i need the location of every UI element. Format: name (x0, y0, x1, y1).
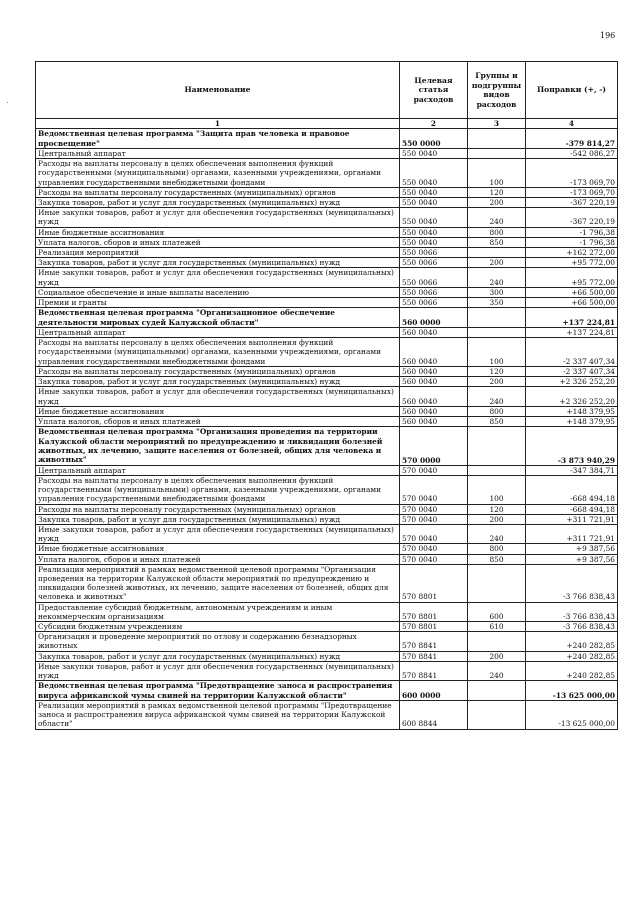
row-amount: -3 766 838,43 (526, 602, 618, 621)
table-row (36, 621, 618, 631)
table-row (36, 602, 618, 621)
column-number-row (36, 119, 618, 129)
row-name: Центральный аппарат (36, 149, 400, 159)
row-name: Социальное обеспечение и иные выплаты населению (36, 287, 400, 297)
row-code: 550 0066 (400, 268, 468, 287)
row-group: 800 (468, 406, 526, 416)
row-amount: -1 796,38 (526, 237, 618, 247)
row-group: 120 (468, 504, 526, 514)
row-name: Иные закупки товаров, работ и услуг для обеспечения государственных (муниципальных) нужд (36, 661, 400, 680)
row-name: Расходы на выплаты персоналу государственных (муниципальных) органов (36, 187, 400, 197)
row-name: Иные бюджетные ассигнования (36, 544, 400, 554)
page-mark: . (6, 96, 9, 105)
row-amount: +95 772,00 (526, 258, 618, 268)
header-name: Наименование (36, 62, 400, 119)
row-amount: -173 069,70 (526, 187, 618, 197)
row-group: 200 (468, 198, 526, 208)
row-code: 550 0066 (400, 258, 468, 268)
row-name: Реализация мероприятий (36, 248, 400, 258)
row-name: Закупка товаров, работ и услуг для государственных (муниципальных) нужд (36, 198, 400, 208)
header-code: Целевая статья расходов (400, 62, 468, 119)
row-code: 570 8801 (400, 564, 468, 602)
row-name: Иные закупки товаров, работ и услуг для обеспечения государственных (муниципальных) нужд (36, 524, 400, 543)
row-amount: -668 494,18 (526, 475, 618, 504)
row-name: Ведомственная целевая программа "Организационное обеспечение деятельности мировых судей Калужской области" (36, 308, 400, 328)
row-group: 610 (468, 621, 526, 631)
table-row (36, 387, 618, 406)
row-amount: +162 272,00 (526, 248, 618, 258)
row-group: 850 (468, 237, 526, 247)
column-number: 3 (468, 119, 526, 129)
row-name: Уплата налогов, сборов и иных платежей (36, 237, 400, 247)
row-code: 600 8844 (400, 701, 468, 730)
row-name: Центральный аппарат (36, 465, 400, 475)
table-row (36, 366, 618, 376)
row-code: 550 0040 (400, 159, 468, 188)
table-row (36, 544, 618, 554)
row-amount: -13 625 000,00 (526, 681, 618, 701)
row-amount: -2 337 407,34 (526, 366, 618, 376)
row-group (468, 681, 526, 701)
table-row (36, 159, 618, 188)
row-group (468, 149, 526, 159)
row-code: 600 0000 (400, 681, 468, 701)
row-name: Иные закупки товаров, работ и услуг для обеспечения государственных (муниципальных) нужд (36, 208, 400, 227)
row-amount: +311 721,91 (526, 524, 618, 543)
row-name: Центральный аппарат (36, 328, 400, 338)
row-code: 550 0000 (400, 129, 468, 149)
row-name: Субсидии бюджетным учреждениям (36, 621, 400, 631)
row-group: 100 (468, 475, 526, 504)
row-name: Уплата налогов, сборов и иных платежей (36, 416, 400, 426)
row-group: 800 (468, 544, 526, 554)
table-row (36, 298, 618, 308)
row-name: Организация и проведение мероприятий по отлову и содержанию безнадзорных животных (36, 632, 400, 651)
row-amount: -668 494,18 (526, 504, 618, 514)
row-code: 570 0040 (400, 504, 468, 514)
row-amount: +240 282,85 (526, 661, 618, 680)
row-name: Иные бюджетные ассигнования (36, 227, 400, 237)
row-group: 850 (468, 554, 526, 564)
row-amount: +95 772,00 (526, 268, 618, 287)
table-row (36, 514, 618, 524)
row-code: 570 0040 (400, 514, 468, 524)
table-body (36, 129, 618, 729)
row-amount: -542 086,27 (526, 149, 618, 159)
row-name: Расходы на выплаты персоналу в целях обеспечения выполнения функций государственными (муниципальными) органами, казенными учреждениями, органами управления государственными внебюджетными фондами (36, 159, 400, 188)
row-code: 570 8801 (400, 621, 468, 631)
row-group: 240 (468, 524, 526, 543)
row-code: 560 0040 (400, 416, 468, 426)
budget-amendments-table (35, 61, 618, 730)
row-group: 200 (468, 258, 526, 268)
table-row (36, 465, 618, 475)
column-number: 4 (526, 119, 618, 129)
row-name: Закупка товаров, работ и услуг для государственных (муниципальных) нужд (36, 377, 400, 387)
table-row (36, 338, 618, 367)
row-code: 550 0040 (400, 187, 468, 197)
table-row (36, 632, 618, 651)
row-code: 570 0040 (400, 475, 468, 504)
row-group (468, 465, 526, 475)
table-row (36, 564, 618, 602)
row-code: 560 0040 (400, 387, 468, 406)
table-row (36, 701, 618, 730)
table-row (36, 227, 618, 237)
row-group: 240 (468, 661, 526, 680)
row-code: 560 0000 (400, 308, 468, 328)
row-amount: +240 282,85 (526, 632, 618, 651)
program-row (36, 129, 618, 149)
program-row (36, 427, 618, 466)
row-code: 560 0040 (400, 338, 468, 367)
row-group (468, 129, 526, 149)
row-amount: +240 282,85 (526, 651, 618, 661)
row-group (468, 632, 526, 651)
row-code: 550 0040 (400, 149, 468, 159)
row-name: Закупка товаров, работ и услуг для государственных (муниципальных) нужд (36, 258, 400, 268)
row-amount: -13 625 000,00 (526, 701, 618, 730)
row-group (468, 308, 526, 328)
row-amount: -379 814,27 (526, 129, 618, 149)
row-group: 200 (468, 377, 526, 387)
column-number: 1 (36, 119, 400, 129)
row-group: 300 (468, 287, 526, 297)
row-code: 570 0040 (400, 465, 468, 475)
row-amount: -3 766 838,43 (526, 621, 618, 631)
table-row (36, 149, 618, 159)
row-code: 550 0066 (400, 298, 468, 308)
row-amount: +311 721,91 (526, 514, 618, 524)
row-code: 570 0040 (400, 524, 468, 543)
table-row (36, 208, 618, 227)
row-amount: -3 766 838,43 (526, 564, 618, 602)
row-name: Иные закупки товаров, работ и услуг для обеспечения государственных (муниципальных) нужд (36, 387, 400, 406)
table-row (36, 377, 618, 387)
row-code: 570 8841 (400, 651, 468, 661)
row-code: 570 0040 (400, 554, 468, 564)
row-amount: -1 796,38 (526, 227, 618, 237)
row-amount: +148 379,95 (526, 416, 618, 426)
table-row (36, 198, 618, 208)
row-name: Расходы на выплаты персоналу в целях обеспечения выполнения функций государственными (муниципальными) органами, казенными учреждениями, органами управления государственными внебюджетными фондами (36, 338, 400, 367)
row-name: Расходы на выплаты персоналу государственных (муниципальных) органов (36, 504, 400, 514)
row-code: 570 8841 (400, 661, 468, 680)
row-code: 550 0040 (400, 227, 468, 237)
program-row (36, 308, 618, 328)
row-amount: -173 069,70 (526, 159, 618, 188)
header-amount: Поправки (+, -) (526, 62, 618, 119)
table-row (36, 237, 618, 247)
row-group (468, 248, 526, 258)
header-group: Группы и подгруппы видов расходов (468, 62, 526, 119)
row-name: Закупка товаров, работ и услуг для государственных (муниципальных) нужд (36, 651, 400, 661)
row-group: 120 (468, 366, 526, 376)
row-code: 550 0040 (400, 237, 468, 247)
row-group: 100 (468, 159, 526, 188)
row-name: Ведомственная целевая программа "Предотвращение заноса и распространения вируса африканской чумы свиней на территории Калужской области" (36, 681, 400, 701)
row-code: 550 0040 (400, 208, 468, 227)
row-amount: -367 220,19 (526, 208, 618, 227)
table-row (36, 248, 618, 258)
row-amount: +2 326 252,20 (526, 377, 618, 387)
table-row (36, 661, 618, 680)
row-code: 560 0040 (400, 377, 468, 387)
row-group: 100 (468, 338, 526, 367)
table-row (36, 475, 618, 504)
row-amount: +2 326 252,20 (526, 387, 618, 406)
row-name: Закупка товаров, работ и услуг для государственных (муниципальных) нужд (36, 514, 400, 524)
row-name: Реализация мероприятий в рамках ведомственной целевой программы "Организация проведения на территории Калужской области мероприятий по предупреждению и ликвидации болезней животных, их лечению, защите населения от болезней, общих для человека и животных" (36, 564, 400, 602)
row-group (468, 427, 526, 466)
row-code: 550 0040 (400, 198, 468, 208)
row-name: Расходы на выплаты персоналу в целях обеспечения выполнения функций государственными (муниципальными) органами, казенными учреждениями, органами управления государственными внебюджетными фондами (36, 475, 400, 504)
row-code: 560 0040 (400, 328, 468, 338)
row-group: 240 (468, 268, 526, 287)
row-name: Реализация мероприятий в рамках ведомственной целевой программы "Предотвращение заноса и распространения вируса африканской чумы свиней на территории Калужской области" (36, 701, 400, 730)
program-row (36, 681, 618, 701)
table-row (36, 187, 618, 197)
row-code: 570 8841 (400, 632, 468, 651)
row-name: Расходы на выплаты персоналу государственных (муниципальных) органов (36, 366, 400, 376)
row-group: 240 (468, 387, 526, 406)
row-group (468, 701, 526, 730)
row-group: 240 (468, 208, 526, 227)
page-number: 196 (600, 31, 616, 40)
row-group: 120 (468, 187, 526, 197)
row-name: Ведомственная целевая программа "Защита прав человека и правовое просвещение" (36, 129, 400, 149)
row-group: 850 (468, 416, 526, 426)
table-row (36, 258, 618, 268)
row-group (468, 328, 526, 338)
row-code: 560 0040 (400, 406, 468, 416)
row-name: Иные бюджетные ассигнования (36, 406, 400, 416)
row-name: Ведомственная целевая программа "Организация проведения на территории Калужской области мероприятий по предупреждению и ликвидации болезней животных, их лечению, защите населения от болезней, общих для человека и животных" (36, 427, 400, 466)
row-amount: -367 220,19 (526, 198, 618, 208)
row-code: 550 0066 (400, 287, 468, 297)
row-amount: +148 379,95 (526, 406, 618, 416)
table-row (36, 524, 618, 543)
table-row (36, 416, 618, 426)
row-amount: +9 387,56 (526, 544, 618, 554)
table-row (36, 554, 618, 564)
table-header-row (36, 62, 618, 119)
table-row (36, 328, 618, 338)
row-group: 800 (468, 227, 526, 237)
row-group (468, 564, 526, 602)
row-amount: -2 337 407,34 (526, 338, 618, 367)
row-amount: +137 224,81 (526, 308, 618, 328)
row-code: 570 0040 (400, 544, 468, 554)
row-amount: +66 500,00 (526, 298, 618, 308)
row-group: 600 (468, 602, 526, 621)
row-amount: +9 387,56 (526, 554, 618, 564)
column-number: 2 (400, 119, 468, 129)
row-amount: -347 384,71 (526, 465, 618, 475)
row-group: 200 (468, 651, 526, 661)
table-row (36, 287, 618, 297)
row-name: Премии и гранты (36, 298, 400, 308)
row-group: 200 (468, 514, 526, 524)
row-code: 570 8801 (400, 602, 468, 621)
row-code: 570 0000 (400, 427, 468, 466)
table-row (36, 268, 618, 287)
row-code: 560 0040 (400, 366, 468, 376)
row-amount: +66 500,00 (526, 287, 618, 297)
row-group: 350 (468, 298, 526, 308)
table-row (36, 406, 618, 416)
row-amount: +137 224,81 (526, 328, 618, 338)
row-name: Иные закупки товаров, работ и услуг для обеспечения государственных (муниципальных) нужд (36, 268, 400, 287)
row-amount: -3 873 940,29 (526, 427, 618, 466)
row-name: Предоставление субсидий бюджетным, автономным учреждениям и иным некоммерческим организациям (36, 602, 400, 621)
row-name: Уплата налогов, сборов и иных платежей (36, 554, 400, 564)
row-code: 550 0066 (400, 248, 468, 258)
table-row (36, 651, 618, 661)
table-row (36, 504, 618, 514)
